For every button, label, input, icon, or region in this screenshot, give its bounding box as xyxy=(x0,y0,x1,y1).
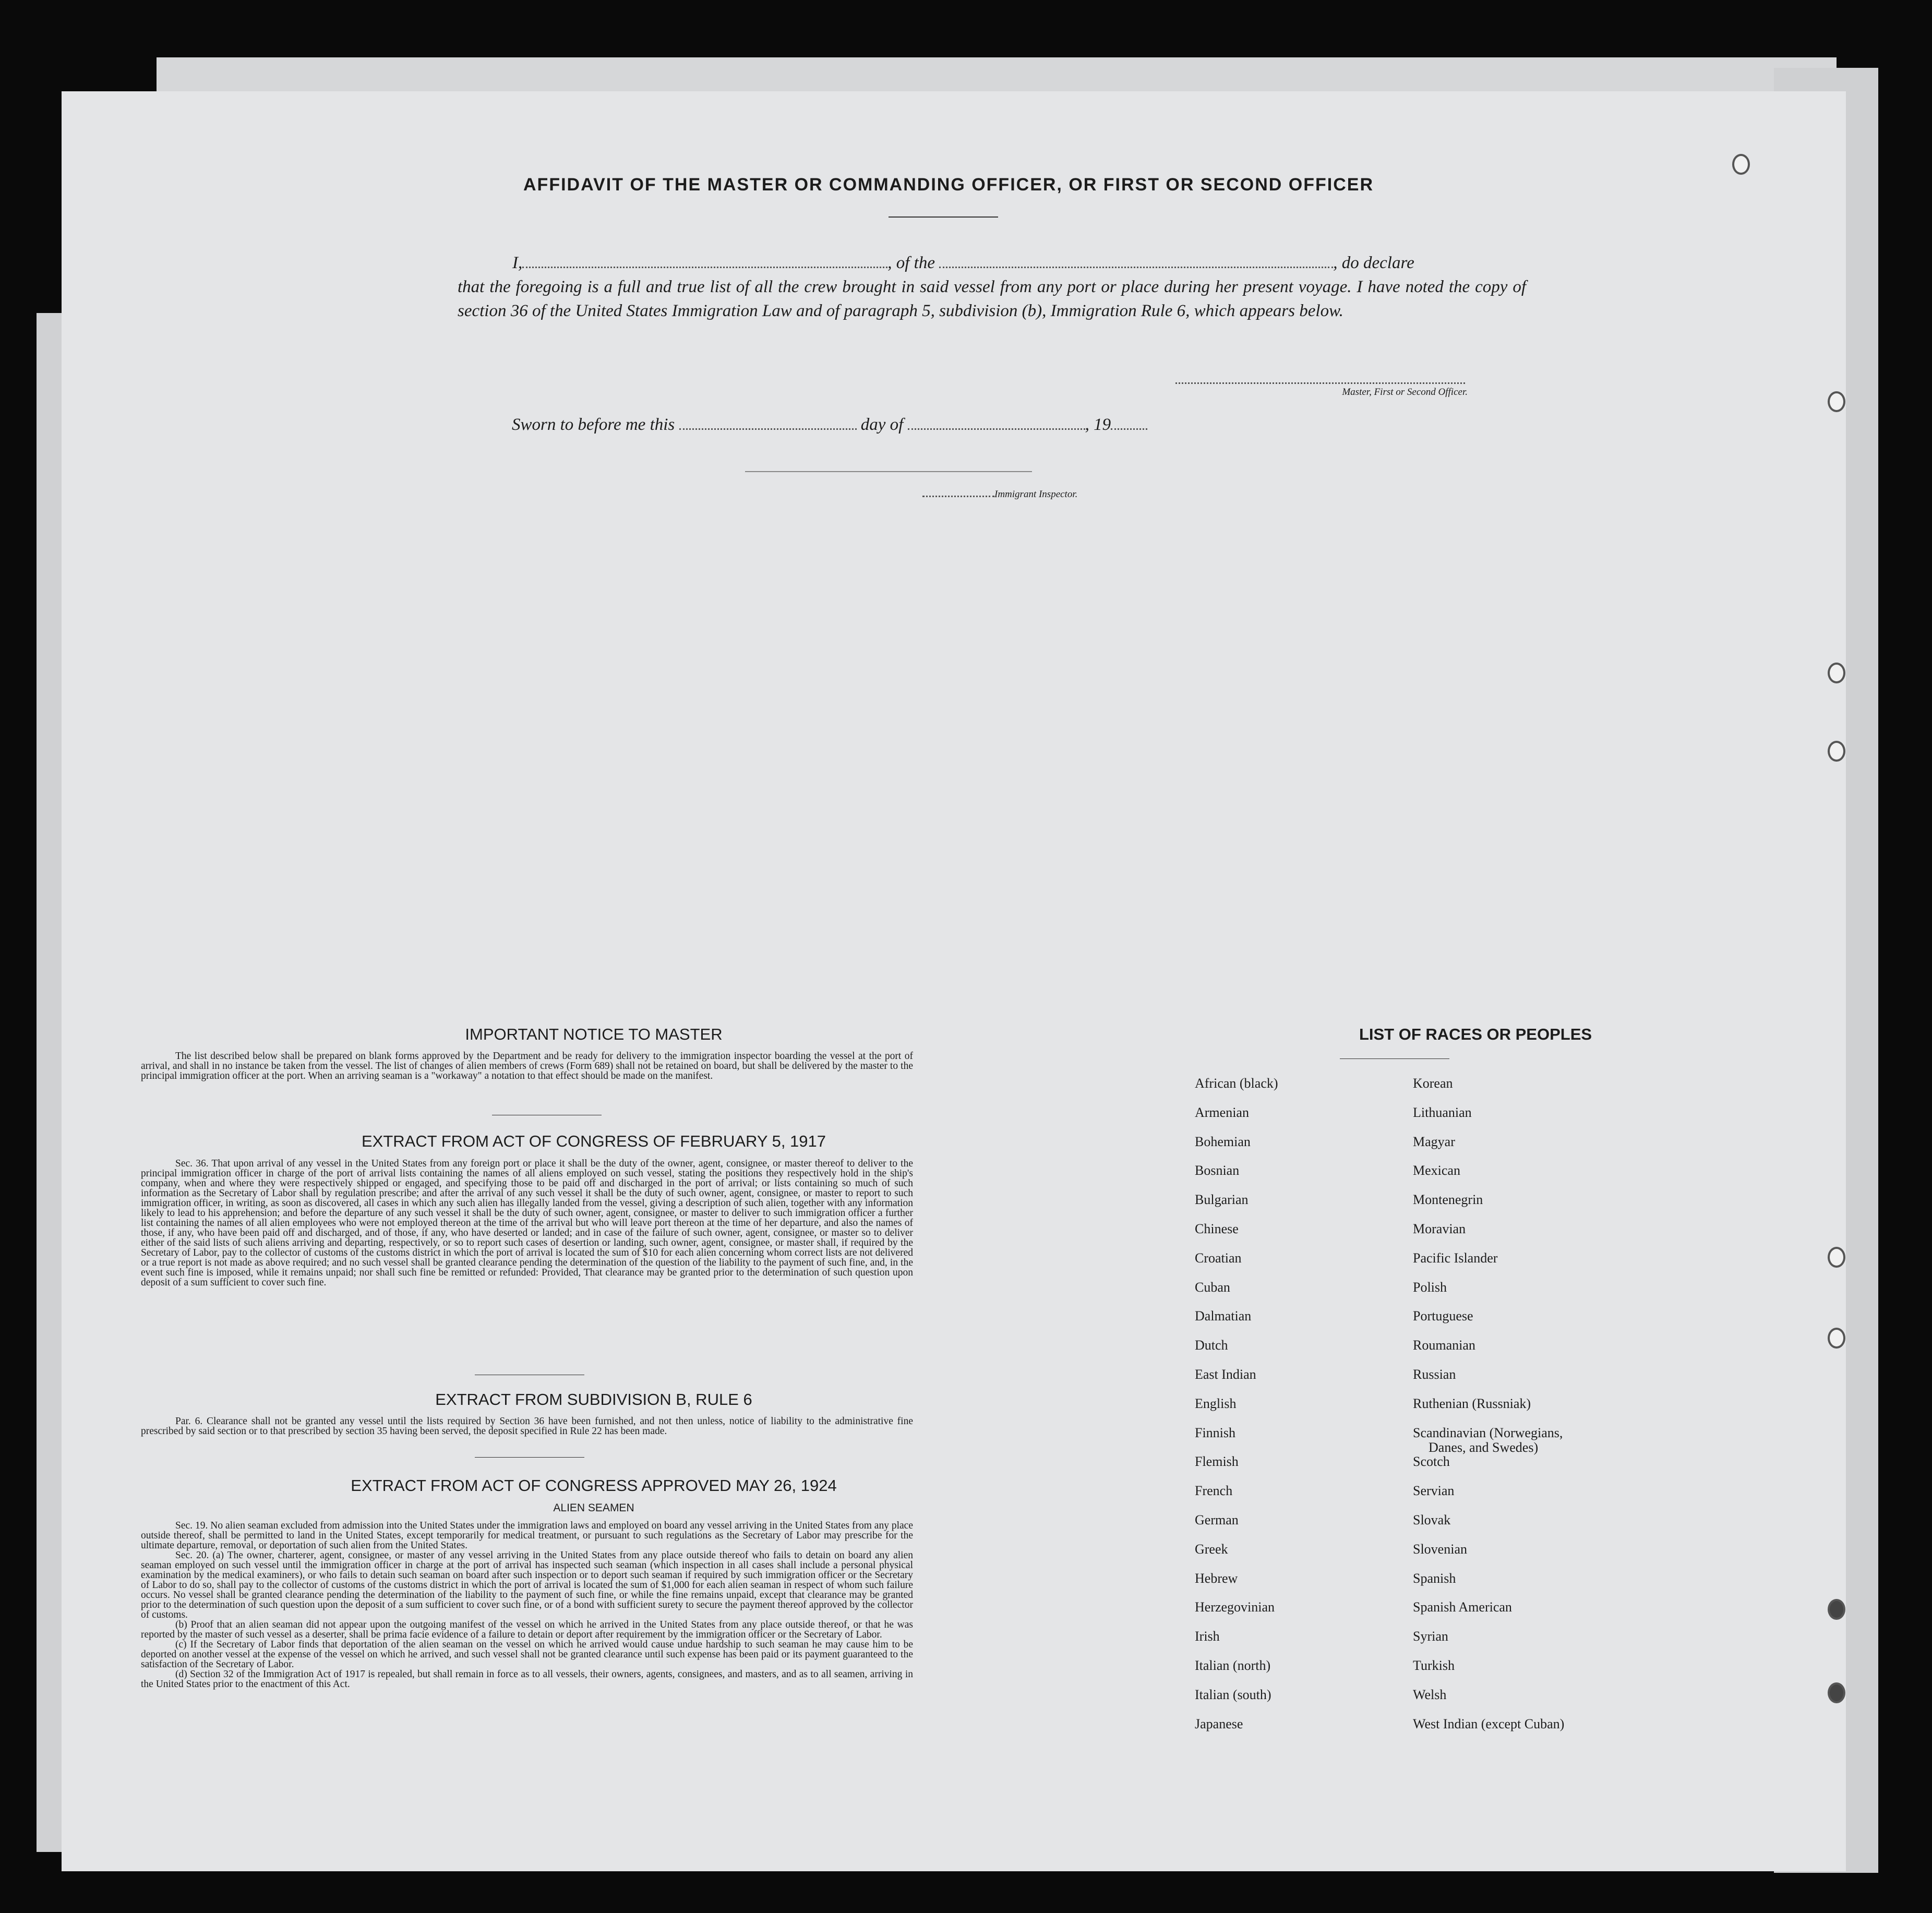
race-item: Lithuanian xyxy=(1413,1104,1472,1120)
race-item: Danes, and Swedes) xyxy=(1429,1439,1539,1455)
race-item: Armenian xyxy=(1195,1104,1249,1120)
binder-hole xyxy=(1828,663,1845,683)
title-rule xyxy=(889,216,998,218)
affidavit-of-the: , of the xyxy=(887,254,935,272)
race-item: Magyar xyxy=(1413,1134,1455,1149)
notice-body: The list described below shall be prepared on blank forms approved by the Department and be ready for delivery to the immigration inspector boarding the vessel at the port of arrival, and shall in no instance be taken from the vessel. The list of changes of alien members of crews (Form 689) shall not be retained on board, but shall be delivered by the master to the principal immigration officer at the port. When an arriving seaman is a "workaway" a notation to that effect should be made on the manifest. xyxy=(141,1051,913,1081)
inspector-signature-line[interactable] xyxy=(745,471,1032,472)
binder-hole xyxy=(1828,741,1845,762)
race-item: Dutch xyxy=(1195,1338,1228,1353)
race-item: Finnish xyxy=(1195,1425,1236,1440)
sworn-month-blank[interactable] xyxy=(908,428,1085,430)
race-item: Portuguese xyxy=(1413,1308,1473,1324)
inspector-dots xyxy=(922,495,994,497)
sworn-year-prefix: , 19 xyxy=(1085,415,1111,434)
vessel-blank[interactable] xyxy=(939,266,1333,268)
form-page xyxy=(62,91,1846,1871)
race-item: Croatian xyxy=(1195,1250,1242,1266)
name-blank[interactable] xyxy=(522,266,887,268)
races-title-rule xyxy=(1340,1058,1449,1059)
affidavit-i: I, xyxy=(512,254,523,272)
race-item: African (black) xyxy=(1195,1076,1278,1091)
race-item: Polish xyxy=(1413,1279,1447,1295)
race-item: Flemish xyxy=(1195,1454,1239,1470)
sworn-text: Sworn to before me this xyxy=(512,415,675,434)
binder-hole xyxy=(1828,1247,1845,1268)
act1924-body xyxy=(141,1521,913,1689)
binder-hole xyxy=(1732,154,1750,175)
act1924-subtitle: ALIEN SEAMEN xyxy=(553,1502,634,1514)
race-item: German xyxy=(1195,1512,1239,1527)
race-item: Roumanian xyxy=(1413,1338,1475,1353)
races-title: LIST OF RACES OR PEOPLES xyxy=(1359,1025,1592,1043)
race-item: Italian (north) xyxy=(1195,1658,1271,1673)
race-item: Spanish American xyxy=(1413,1599,1512,1615)
affidavit-declaration-line xyxy=(458,251,1526,275)
affidavit-title: AFFIDAVIT OF THE MASTER OR COMMANDING OFFICER, OR FIRST OR SECOND OFFICER xyxy=(523,175,1374,195)
sworn-day-of: day of xyxy=(860,415,904,434)
binder-hole xyxy=(1828,1682,1845,1703)
race-item: French xyxy=(1195,1483,1233,1499)
race-item: East Indian xyxy=(1195,1367,1256,1382)
race-item: Scotch xyxy=(1413,1454,1450,1470)
act1917-body: Sec. 36. That upon arrival of any vessel in the United States from any foreign port or place it shall be the duty of the owner, agent, consignee, or master thereof to deliver to the principal immigration officer in charge of the port of arrival lists containing the names of all aliens employed on such vessel, stating the positions they respectively hold in the ship's company, when and where they were respectively shipped or engaged, and specifying those to be paid off and discharged in the port of arrival; or lists containing so much of such information as the Secretary of Labor shall by regulation prescribe; and after the arrival of any such vessel it shall be the duty of such owner, agent, consignee, or master to report to such immigration officer, in writing, as soon as discovered, all cases in which any such alien has illegally landed from the vessel, giving a description of such alien, together with any information likely to lead to his apprehension; and before the departure of any such vessel it shall be the duty of such owner, agent, consignee, or master to deliver to such immigration officer a further list containing the names of all alien employees who were not employed thereon at the time of the arrival but who will leave port thereon at the time of her departure, and also the names of those, if any, who have been paid off and discharged, and of those, if any, who have deserted or landed; and in case of the failure of such owner, agent, consignee, or master so to deliver either of the said lists of such aliens arriving and departing, respectively, or so to report such cases of desertion or landing, such owner, agent, consignee, or master shall, if required by the Secretary of Labor, pay to the collector of customs of the customs district in which the port of arrival is located the sum of $10 for each alien concerning whom correct lists are not delivered or a true report is not made as above required; and no such vessel shall be granted clearance pending the determination of the question of the liability to the payment of such fine, and, in the event such fine is imposed, while it remains unpaid; nor shall such fine be remitted or refunded: Provided, That clearance may be granted prior to the determination of such question upon deposit of a sum sufficient to cover such fine. xyxy=(141,1158,913,1288)
race-item: Japanese xyxy=(1195,1716,1243,1731)
race-item: Spanish xyxy=(1413,1570,1456,1586)
sworn-day-blank[interactable] xyxy=(679,428,857,430)
race-item: Servian xyxy=(1413,1483,1455,1499)
act1924-sec20c: (c) If the Secretary of Labor finds that deportation of the alien seaman on the vessel on which he arrived would cause undue hardship to such seaman he may cause him to be deported on another vessel at the expense of the vessel on which he arrived, and such vessel shall not be granted clearance until such expense has been paid or its payment guaranteed to the satisfaction of the Secretary of Labor. xyxy=(141,1639,913,1670)
affidavit-declare: , do declare xyxy=(1333,254,1414,272)
race-item: Greek xyxy=(1195,1541,1228,1557)
act1924-title: EXTRACT FROM ACT OF CONGRESS APPROVED MAY 26, 1924 xyxy=(351,1476,837,1495)
race-item: Mexican xyxy=(1413,1163,1460,1178)
affidavit-body: that the foregoing is a full and true list of all the crew brought in said vessel from any port or place during her present voyage. I have noted the copy of section 36 of the United States Immigration Law and of paragraph 5, subdivision (b), Immigration Rule 6, which appears below. xyxy=(458,278,1526,320)
race-item: Scandinavian (Norwegians, xyxy=(1413,1425,1563,1440)
master-signature-label: Master, First or Second Officer. xyxy=(1342,387,1468,398)
race-item: Herzegovinian xyxy=(1195,1599,1275,1615)
race-item: Russian xyxy=(1413,1367,1456,1382)
binder-hole xyxy=(1828,1599,1845,1620)
race-item: Syrian xyxy=(1413,1629,1448,1644)
act1924-sec20a: Sec. 20. (a) The owner, charterer, agent, consignee, or master of any vessel arriving in the United States from any place outside thereof who fails to detain on board any alien seaman employed on such vessel until the immigration officer in charge at the port of arrival has inspected such seaman (which inspection in all cases shall include a personal physical examination by the medical examiners), or who fails to detain such seaman on board after such inspection or to deport such seaman if required by such immigration officer or the Secretary of Labor to do so, shall pay to the collector of customs of the customs district in which the port of arrival is located the sum of $1,000 for each alien seaman in respect of whom such failure occurs. No vessel shall be granted clearance pending the determination of the liability to the payment of such fine, or while the fine remains unpaid, except that clearance may be granted prior to the determination of such question upon the deposit of a sum sufficient to cover such fine, or of a bond with sufficient surety to secure the payment thereof approved by the collector of customs. xyxy=(141,1550,913,1620)
race-item: Ruthenian (Russniak) xyxy=(1413,1395,1531,1411)
race-item: Welsh xyxy=(1413,1687,1447,1702)
act1924-sec19: Sec. 19. No alien seaman excluded from admission into the United States under the immigration laws and employed on board any vessel arriving in the United States from any place outside thereof, shall be permitted to land in the United States, except temporarily for medical treatment, or pursuant to such regulations as the Secretary of Labor may prescribe for the ultimate departure, removal, or deportation of such alien from the United States. xyxy=(141,1520,913,1551)
race-item: Italian (south) xyxy=(1195,1687,1271,1702)
race-item: Chinese xyxy=(1195,1221,1239,1236)
binder-hole xyxy=(1828,1328,1845,1349)
race-item: Dalmatian xyxy=(1195,1308,1252,1324)
race-item: Hebrew xyxy=(1195,1570,1238,1586)
master-signature-line[interactable] xyxy=(1175,382,1465,384)
race-item: Slovenian xyxy=(1413,1541,1467,1557)
notice-title: IMPORTANT NOTICE TO MASTER xyxy=(465,1025,723,1043)
divider-3 xyxy=(475,1457,584,1458)
act1924-sec20b: (b) Proof that an alien seaman did not appear upon the outgoing manifest of the vessel on which he arrived in the United States from any place outside thereof, or that he was reported by the master of such vessel as a deserter, shall be prima facie evidence of a failure to detain or deport after requirement by the immigration officer or the Secretary of Labor. xyxy=(141,1619,913,1640)
race-item: Korean xyxy=(1413,1076,1453,1091)
inspector-signature-label: Immigrant Inspector. xyxy=(922,489,1131,500)
race-item: Slovak xyxy=(1413,1512,1451,1527)
binder-hole xyxy=(1828,391,1845,412)
rule6-title: EXTRACT FROM SUBDIVISION B, RULE 6 xyxy=(435,1390,752,1409)
act1924-sec20d: (d) Section 32 of the Immigration Act of 1917 is repealed, but shall remain in force as to all vessels, their owners, agents, consignees, and masters, and as to all seamen, arriving in the United States prior to the enactment of this Act. xyxy=(141,1669,913,1690)
race-item: Cuban xyxy=(1195,1279,1230,1295)
race-item: English xyxy=(1195,1395,1237,1411)
race-item: Moravian xyxy=(1413,1221,1466,1236)
race-item: Bohemian xyxy=(1195,1134,1251,1149)
race-item: Pacific Islander xyxy=(1413,1250,1498,1266)
race-item: Turkish xyxy=(1413,1658,1455,1673)
race-item: Bosnian xyxy=(1195,1163,1240,1178)
race-item: West Indian (except Cuban) xyxy=(1413,1716,1565,1731)
race-item: Bulgarian xyxy=(1195,1192,1249,1208)
rule6-body: Par. 6. Clearance shall not be granted any vessel until the lists required by Section 36 have been furnished, and not then unless, notice of liability to the administrative fine prescribed by said section or to that prescribed by section 35 having been served, the deposit specified in Rule 22 has been made. xyxy=(141,1416,913,1437)
sworn-year-blank[interactable] xyxy=(1111,428,1147,430)
race-item: Irish xyxy=(1195,1629,1220,1644)
act1917-title: EXTRACT FROM ACT OF CONGRESS OF FEBRUARY 5, 1917 xyxy=(361,1132,826,1150)
race-item: Montenegrin xyxy=(1413,1192,1483,1208)
sworn-line xyxy=(512,413,1294,437)
